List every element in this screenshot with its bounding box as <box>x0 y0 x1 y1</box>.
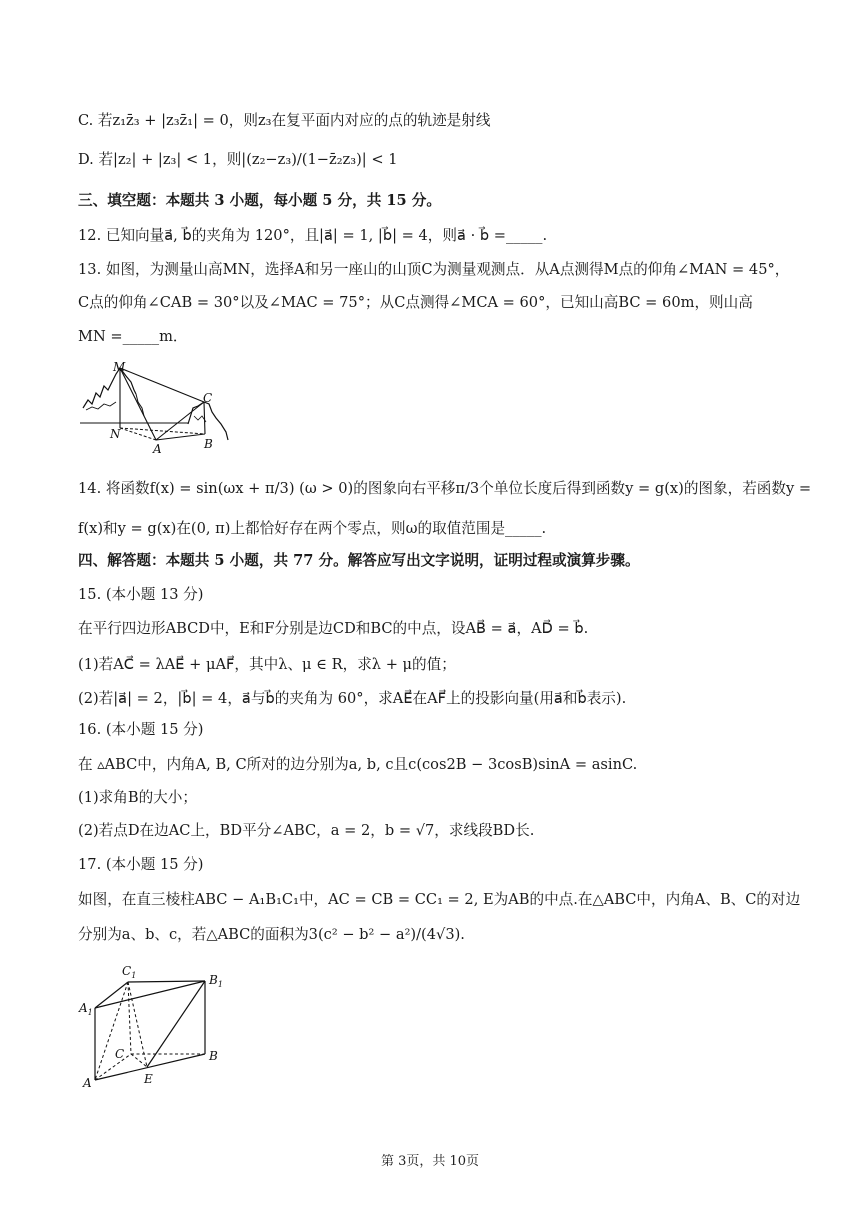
label-c: C <box>115 1047 125 1061</box>
page-footer: 第 3页，共 10页 <box>380 1154 480 1169</box>
text-line-d: D. 若|z₂| + |z₃| < 1，则|(z₂−z₃)/(1−z̄₂z₃)| < 1 <box>78 151 398 168</box>
question-15-header: 15. (本小题 13 分) <box>78 586 204 603</box>
question-13-line-1: 13. 如图，为测量山高MN，选择A和另一座山的山顶C为测量观测点．从A点测得M点的仰角∠MAN = 45°， <box>78 261 790 278</box>
label-a1: $A_1$ <box>79 1001 93 1017</box>
question-17-stem-1: 如图，在直三棱柱ABC − A₁B₁C₁中，AC = CB = CC₁ = 2, E为AB的中点.在△ABC中，内角A、B、C的对边 <box>78 891 801 908</box>
question-14-line-1: 14. 将函数f(x) = sin(ωx + π/3) (ω > 0)的图象向右平移π/3个单位长度后得到函数y = g(x)的图象，若函数y = <box>78 480 812 497</box>
question-17-header: 17. (本小题 15 分) <box>78 856 204 873</box>
text-line-c: C. 若z₁z̄₃ + |z₃z̄₁| = 0，则z₃在复平面内对应的点的轨迹是射线 <box>78 112 491 129</box>
section-heading-solve: 四、解答题：本题共 5 小题，共 77 分。解答应写出文字说明，证明过程或演算步骤。 <box>78 552 640 569</box>
label-b: B <box>209 1049 218 1063</box>
label-a: A <box>153 442 162 456</box>
question-15-part-1: (1)若AC⃗ = λAE⃗ + μAF⃗，其中λ、μ ∈ R，求λ + μ的值； <box>78 656 456 673</box>
label-n: N <box>110 427 121 441</box>
question-12: 12. 已知向量a⃗, b⃗的夹角为 120°，且|a⃗| = 1, |b⃗| = 4，则a⃗ · b⃗ =_____. <box>78 227 548 244</box>
question-13-line-2: C点的仰角∠CAB = 30°以及∠MAC = 75°；从C点测得∠MCA = 60°，已知山高BC = 60m，则山高 <box>78 294 753 311</box>
prism-figure <box>75 960 235 1095</box>
question-16-part-2: (2)若点D在边AC上，BD平分∠ABC，a = 2，b = √7，求线段BD长. <box>78 822 535 839</box>
question-13-line-3: MN =_____m． <box>78 328 188 345</box>
question-16-stem: 在 ▵ABC中，内角A, B, C所对的边分别为a, b, c且c(cos2B − 3cosB)sinA = asinC. <box>78 756 638 773</box>
question-17-stem-2: 分别为a、b、c，若△ABC的面积为3(c² − b² − a²)/(4√3). <box>78 926 465 943</box>
label-e: E <box>144 1072 153 1086</box>
question-15-stem: 在平行四边形ABCD中，E和F分别是边CD和BC的中点，设AB⃗ = a⃗，AD⃗ = b⃗. <box>78 620 589 637</box>
section-heading-fill-blank: 三、填空题：本题共 3 小题，每小题 5 分，共 15 分。 <box>78 192 441 209</box>
question-16-part-1: (1)求角B的大小； <box>78 789 197 806</box>
label-b: B <box>204 437 213 451</box>
mountain-figure <box>78 360 238 460</box>
label-a: A <box>83 1076 92 1090</box>
label-b1: $B_1$ <box>209 973 223 989</box>
question-14-line-2: f(x)和y = g(x)在(0, π)上都恰好存在两个零点，则ω的取值范围是_____. <box>78 520 547 537</box>
label-c: C <box>203 391 213 405</box>
question-15-part-2: (2)若|a⃗| = 2，|b⃗| = 4，a⃗与b⃗的夹角为 60°，求AE⃗在AF⃗上的投影向量(用a⃗和b⃗表示). <box>78 690 627 707</box>
question-16-header: 16. (本小题 15 分) <box>78 721 204 738</box>
label-m: M <box>113 360 126 374</box>
label-c1: $C_1$ <box>122 964 137 980</box>
